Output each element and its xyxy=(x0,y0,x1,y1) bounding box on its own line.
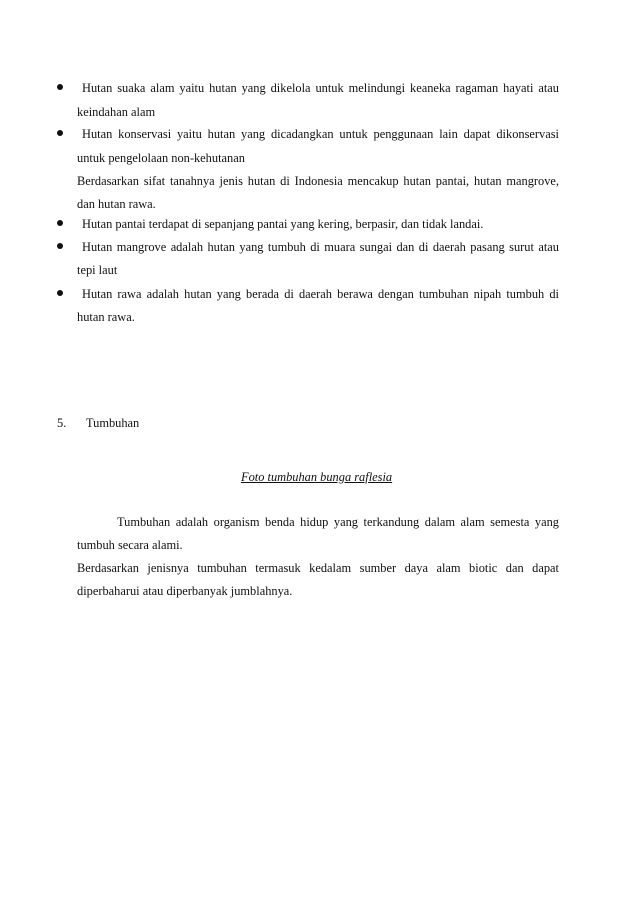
bullet-dot xyxy=(57,243,63,249)
bullet-text: Hutan suaka alam yaitu hutan yang dikelola untuk melindungi keaneka ragaman hayati atau xyxy=(82,81,559,95)
bullet-dot xyxy=(57,130,63,136)
bullet-text: Hutan rawa adalah hutan yang berada di daerah berawa dengan tumbuhan nipah tumbuh di xyxy=(82,287,559,301)
bullet-text: Hutan konservasi yaitu hutan yang dicadangkan untuk penggunaan lain dapat dikonservasi xyxy=(82,127,559,141)
bullet-dot xyxy=(57,220,63,226)
bullet-text: Hutan mangrove adalah hutan yang tumbuh di muara sungai dan di daerah pasang surut atau xyxy=(82,240,559,254)
bullet-dot xyxy=(57,290,63,296)
paragraph-text: Berdasarkan jenisnya tumbuhan termasuk kedalam sumber daya alam biotic dan dapat xyxy=(77,561,559,575)
bullet-text-cont: tepi laut xyxy=(77,263,118,277)
bullet-text: Hutan pantai terdapat di sepanjang pantai yang kering, berpasir, dan tidak landai. xyxy=(82,217,484,231)
bullet-dot xyxy=(57,84,63,90)
paragraph-text: Tumbuhan adalah organism benda hidup yang terkandung dalam alam semesta yang xyxy=(117,515,559,529)
bullet-text-cont: hutan rawa. xyxy=(77,310,135,324)
paragraph-text-cont: tumbuh secara alami. xyxy=(77,538,183,552)
paragraph-text-cont: dan hutan rawa. xyxy=(77,197,156,211)
bullet-text-cont: untuk pengelolaan non-kehutanan xyxy=(77,151,245,165)
image-caption: Foto tumbuhan bunga raflesia xyxy=(241,470,393,484)
bullet-text-cont: keindahan alam xyxy=(77,105,156,119)
paragraph-text-cont: diperbaharui atau diperbanyak jumblahnya. xyxy=(77,584,293,598)
section-number: 5. xyxy=(57,416,67,430)
paragraph-text: Berdasarkan sifat tanahnya jenis hutan di Indonesia mencakup hutan pantai, hutan mangrove, xyxy=(77,174,559,188)
section-title: Tumbuhan xyxy=(86,416,140,430)
